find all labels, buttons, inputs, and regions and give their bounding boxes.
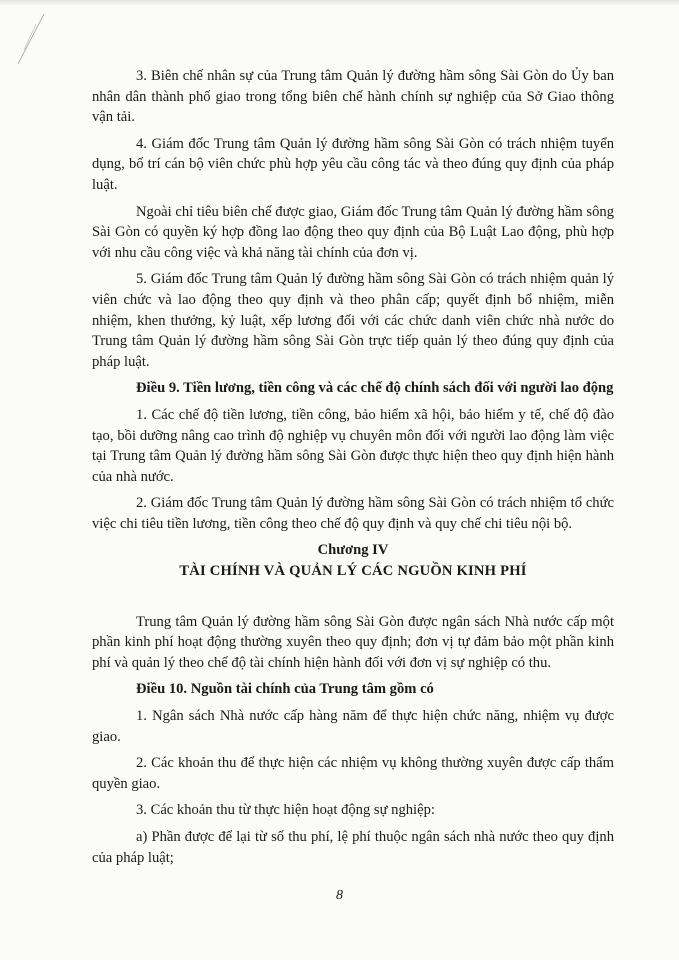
paragraph-irregular-revenue: 2. Các khoản thu để thực hiện các nhiệm vụ không thường xuyên được cấp thẩm quyền giao. [92, 755, 614, 792]
paragraph-director-recruitment: 4. Giám đốc Trung tâm Quản lý đường hầm sông Sài Gòn có trách nhiệm tuyển dụng, bố trí cán bộ viên chức phù hợp yêu cầu công tác và theo đúng quy định của pháp luật. [92, 135, 614, 193]
paragraph-state-budget: 1. Ngân sách Nhà nước cấp hàng năm để thực hiện chức năng, nhiệm vụ được giao. [92, 708, 614, 745]
paragraph-labor-contracts: Ngoài chỉ tiêu biên chế được giao, Giám đốc Trung tâm Quản lý đường hầm sông Sài Gòn có quyền ký hợp đồng lao động theo quy định của Bộ Luật Lao động, phù hợp với nhu cầu công việc và khả năng tài chính của đơn vị. [92, 203, 614, 261]
page-number: 8 [336, 888, 343, 903]
chapter-title: TÀI CHÍNH VÀ QUẢN LÝ CÁC NGUỒN KINH PHÍ [179, 563, 527, 580]
article-9-heading: Điều 9. Tiền lương, tiền công và các chế độ chính sách đối với người lao động [136, 380, 614, 397]
scan-corner-mark [14, 10, 54, 66]
scan-edge-shadow [0, 0, 679, 6]
document-body [92, 66, 614, 868]
paragraph-staffing: 3. Biên chế nhân sự của Trung tâm Quản lý đường hầm sông Sài Gòn do Ủy ban nhân dân thành phố giao trong tổng biên chế hành chính sự nghiệp của Sở Giao thông vận tải. [92, 68, 614, 126]
paragraph-funding-overview: Trung tâm Quản lý đường hầm sông Sài Gòn được ngân sách Nhà nước cấp một phần kinh phí hoạt động thường xuyên theo quy định; đơn vị tự đảm bảo một phần kinh phí và quản lý theo chế độ tài chính hiện hành đối với đơn vị sự nghiệp có thu. [92, 613, 614, 671]
paragraph-director-management: 5. Giám đốc Trung tâm Quản lý đường hầm sông Sài Gòn có trách nhiệm quản lý viên chức và lao động theo quy định và theo phân cấp; quyết định bổ nhiệm, miễn nhiệm, khen thưởng, kỷ luật, xếp lương đối với các chức danh viên chức nhà nước do Trung tâm Quản lý đường hầm sông Sài Gòn trực tiếp quản lý theo đúng quy định của pháp luật. [92, 271, 614, 370]
paragraph-service-revenue: 3. Các khoản thu từ thực hiện hoạt động sự nghiệp: [136, 802, 435, 819]
article-10-heading: Điều 10. Nguồn tài chính của Trung tâm gồm có [136, 681, 434, 698]
chapter-label: Chương IV [317, 542, 389, 559]
paragraph-fees-retained: a) Phần được để lại từ số thu phí, lệ phí thuộc ngân sách nhà nước theo quy định của pháp luật; [92, 829, 614, 866]
paragraph-salary-regimes: 1. Các chế độ tiền lương, tiền công, bảo hiểm xã hội, bảo hiểm y tế, chế độ đào tạo, bồi dưỡng nâng cao trình độ nghiệp vụ chuyên môn đối với người lao động làm việc tại Trung tâm Quản lý đường hầm sông Sài Gòn được thực hiện theo quy định hiện hành của nhà nước. [92, 406, 614, 485]
chapter-spacer [92, 582, 614, 612]
paragraph-salary-spending: 2. Giám đốc Trung tâm Quản lý đường hầm sông Sài Gòn có trách nhiệm tổ chức việc chi tiêu tiền lương, tiền công theo chế độ quy định và quy chế chi tiêu nội bộ. [92, 495, 614, 532]
